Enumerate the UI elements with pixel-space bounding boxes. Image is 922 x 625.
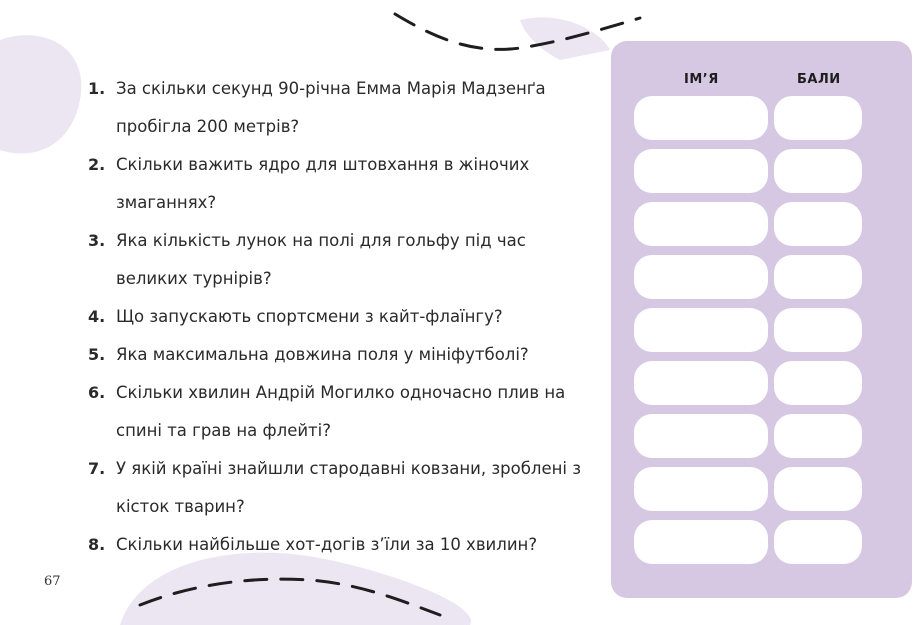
score-row: [634, 467, 862, 511]
question-number: 2.: [88, 155, 106, 174]
question-text: Яка максимальна довжина поля у мініфутболі?: [116, 345, 529, 364]
name-cell: [634, 308, 768, 352]
question-number: 4.: [88, 307, 106, 326]
question-text: У якій країні знайшли стародавні ковзани, зроблені з кісток тварин?: [116, 459, 582, 516]
question-item: [88, 222, 598, 298]
question-item: [88, 70, 598, 146]
name-cell: [634, 96, 768, 140]
name-cell: [634, 467, 768, 511]
question-list: [88, 70, 598, 564]
name-cell: [634, 361, 768, 405]
question-item: [88, 336, 598, 374]
name-column-header: ІМ’Я: [684, 72, 719, 87]
question-number: 8.: [88, 535, 106, 554]
score-table: [611, 41, 912, 598]
question-number: 7.: [88, 459, 106, 478]
question-item: [88, 298, 598, 336]
question-item: [88, 450, 598, 526]
question-number: 1.: [88, 79, 106, 98]
score-row: [634, 308, 862, 352]
score-rows: [634, 96, 862, 573]
page-number: 67: [44, 574, 61, 589]
score-row: [634, 202, 862, 246]
score-row: [634, 96, 862, 140]
score-row: [634, 149, 862, 193]
question-text: Яка кількість лунок на полі для гольфу під час великих турнірів?: [116, 231, 526, 288]
score-row: [634, 361, 862, 405]
question-text: Скільки важить ядро для штовхання в жіночих змаганнях?: [116, 155, 530, 212]
name-cell: [634, 149, 768, 193]
points-cell: [774, 467, 862, 511]
question-item: [88, 374, 598, 450]
points-cell: [774, 520, 862, 564]
question-text: Скільки хвилин Андрій Могилко одночасно плив на спині та грав на флейті?: [116, 383, 566, 440]
points-cell: [774, 202, 862, 246]
question-item: [88, 146, 598, 222]
question-item: [88, 526, 598, 564]
question-number: 6.: [88, 383, 106, 402]
name-cell: [634, 202, 768, 246]
name-cell: [634, 255, 768, 299]
score-row: [634, 520, 862, 564]
question-text: Скільки найбільше хот-догів з’їли за 10 хвилин?: [116, 535, 538, 554]
score-row: [634, 414, 862, 458]
points-cell: [774, 308, 862, 352]
points-column-header: БАЛИ: [797, 72, 841, 87]
name-cell: [634, 414, 768, 458]
question-text: Що запускають спортсмени з кайт-флаїнгу?: [116, 307, 503, 326]
name-cell: [634, 520, 768, 564]
score-row: [634, 255, 862, 299]
points-cell: [774, 255, 862, 299]
points-cell: [774, 414, 862, 458]
points-cell: [774, 361, 862, 405]
question-text: За скільки секунд 90-річна Емма Марія Мадзенґа пробігла 200 метрів?: [116, 79, 546, 136]
question-number: 3.: [88, 231, 106, 250]
points-cell: [774, 96, 862, 140]
question-number: 5.: [88, 345, 106, 364]
points-cell: [774, 149, 862, 193]
